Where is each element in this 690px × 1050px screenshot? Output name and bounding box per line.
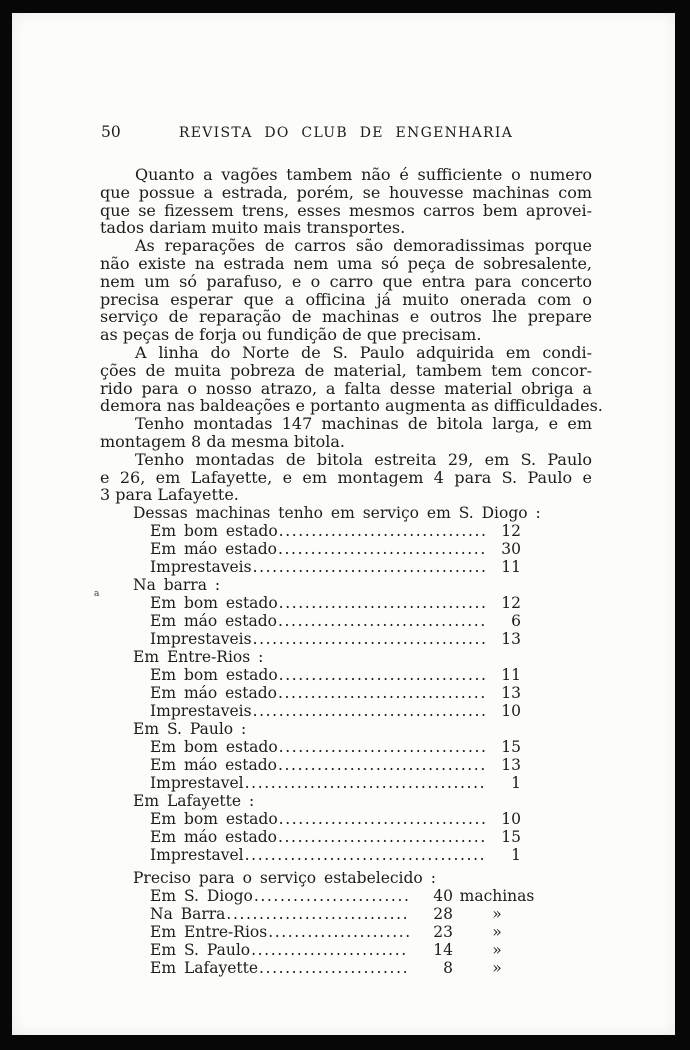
text-line: que se fizessem trens, esses mesmos carros bem aprovei-	[100, 200, 592, 220]
dotted-leader	[278, 612, 487, 630]
row-value: 8	[443, 959, 453, 978]
list-row	[150, 756, 521, 774]
list-row	[150, 941, 541, 959]
row-unit: »	[492, 959, 502, 978]
text-line: 3 para Lafayette.	[100, 485, 239, 505]
body-paragraphs	[100, 165, 603, 505]
list-group-header: Preciso para o serviço estabelecido :	[133, 869, 436, 888]
list-group-header: Dessas machinas tenho em serviço em S. Diogo :	[133, 504, 541, 523]
paragraph	[100, 237, 592, 344]
text-line: precisa esperar que a officina já muito onerada com o	[100, 289, 592, 309]
list-row	[150, 612, 521, 630]
list-group-header: Na barra :	[133, 576, 221, 595]
list-row	[150, 905, 541, 923]
dotted-leader	[279, 810, 487, 828]
row-label: Em bom estado	[150, 666, 278, 685]
row-value: 13	[501, 630, 521, 649]
row-label: Em máo estado	[150, 756, 277, 775]
dotted-leader	[278, 828, 487, 846]
paragraph	[100, 342, 603, 416]
row-label: Em Lafayette	[150, 959, 259, 978]
row-label: Na Barra	[150, 905, 226, 924]
row-value: 13	[501, 684, 521, 703]
list-row	[150, 774, 521, 792]
running-head	[100, 122, 592, 140]
text-line: Quanto a vagões tambem não é sufficiente o numero	[135, 165, 592, 184]
text-line: não existe na estrada nem uma só peça de sobresalente,	[100, 253, 592, 273]
row-label: Em S. Diogo	[150, 887, 253, 906]
dotted-leader	[253, 630, 487, 648]
row-label: Imprestavel	[150, 846, 244, 865]
list-row	[150, 810, 521, 828]
dotted-leader	[279, 738, 487, 756]
row-value: 12	[501, 594, 521, 613]
dotted-leader	[279, 522, 487, 540]
list-row	[150, 846, 521, 864]
row-value: 6	[511, 612, 521, 631]
dotted-leader	[268, 923, 409, 941]
dotted-leader	[245, 774, 487, 792]
list-row	[150, 666, 521, 684]
required-machines-list	[100, 869, 592, 977]
print-artifact-mark: a	[94, 589, 100, 599]
row-value: 14	[433, 941, 453, 960]
row-unit: »	[492, 923, 502, 942]
row-unit: »	[492, 905, 502, 924]
row-label: Em bom estado	[150, 810, 278, 829]
text-line: as peças de forja ou fundição de que precisam.	[100, 325, 482, 345]
journal-title: REVISTA DO CLUB DE ENGENHARIA	[178, 125, 514, 141]
dotted-leader	[226, 905, 409, 923]
row-label: Em máo estado	[150, 540, 277, 559]
dotted-leader	[278, 540, 487, 558]
text-line: Tenho montadas de bitola estreita 29, em S. Paulo	[135, 449, 592, 469]
paragraph	[100, 415, 592, 451]
row-label: Imprestaveis	[150, 702, 252, 721]
row-label: Imprestaveis	[150, 630, 252, 649]
machine-status-list	[100, 504, 592, 864]
row-value: 28	[433, 905, 453, 924]
row-label: Em Entre-Rios	[150, 923, 268, 942]
list-row	[150, 630, 521, 648]
row-value: 13	[501, 756, 521, 775]
list-row	[150, 684, 521, 702]
row-label: Imprestavel	[150, 774, 244, 793]
row-value: 1	[511, 774, 521, 793]
row-value: 10	[501, 810, 521, 829]
text-line: ções de muita pobreza de material, tambem tem concor-	[100, 360, 592, 380]
text-line: e 26, em Lafayette, e em montagem 4 para S. Paulo e	[100, 467, 592, 487]
dotted-leader	[253, 702, 487, 720]
row-value: 30	[501, 540, 521, 559]
row-label: Em máo estado	[150, 828, 277, 847]
list-group-header: Em Lafayette :	[133, 792, 255, 811]
paragraph	[100, 166, 592, 237]
text-line: que possue a estrada, porém, se houvesse machinas com	[100, 182, 592, 202]
text-line: rido para o nosso atrazo, a falta desse material obriga a	[100, 378, 592, 398]
list-row	[150, 738, 521, 756]
dotted-leader	[259, 959, 409, 977]
dotted-leader	[254, 887, 409, 905]
dotted-leader	[251, 941, 409, 959]
text-line: nem um só parafuso, e o carro que entra para concerto	[100, 271, 592, 291]
document-page	[12, 13, 675, 1035]
row-label: Em máo estado	[150, 612, 277, 631]
list-row	[150, 594, 521, 612]
row-value: 11	[501, 558, 521, 577]
row-value: 12	[501, 522, 521, 541]
text-line: As reparações de carros são demoradissimas porque	[135, 236, 592, 256]
list-group-header: Em Entre-Rios :	[133, 648, 264, 667]
text-line: demora nas baldeações e portanto augmenta as difficuldades.	[100, 396, 603, 416]
row-label: Em bom estado	[150, 738, 278, 757]
list-row	[150, 923, 541, 941]
dotted-leader	[253, 558, 487, 576]
list-row	[150, 558, 521, 576]
text-line: tados dariam muito mais transportes.	[100, 218, 406, 238]
dotted-leader	[279, 594, 487, 612]
row-label: Em bom estado	[150, 522, 278, 541]
row-value: 23	[433, 923, 453, 942]
list-row	[150, 959, 541, 977]
text-line: montagem 8 da mesma bitola.	[100, 431, 345, 451]
dotted-leader	[279, 666, 487, 684]
dotted-leader	[278, 684, 487, 702]
text-line: A linha do Norte de S. Paulo adquirida em condi-	[135, 342, 592, 362]
row-value: 1	[511, 846, 521, 865]
paragraph	[100, 451, 592, 504]
dotted-leader	[278, 756, 487, 774]
page-number: 50	[101, 123, 121, 141]
text-line: serviço de reparação de machinas e outros lhe prepare	[100, 307, 592, 327]
list-row	[150, 828, 521, 846]
list-group-header: Em S. Paulo :	[133, 720, 247, 739]
dotted-leader	[245, 846, 487, 864]
text-line: Tenho montadas 147 machinas de bitola larga, e em	[135, 414, 592, 434]
row-label: Imprestaveis	[150, 558, 252, 577]
row-label: Em S. Paulo	[150, 941, 251, 960]
row-unit: machinas	[459, 887, 535, 906]
row-unit: »	[492, 941, 502, 960]
row-value: 40	[433, 887, 453, 906]
row-label: Em bom estado	[150, 594, 278, 613]
row-value: 11	[501, 666, 521, 685]
list-row	[150, 702, 521, 720]
row-label: Em máo estado	[150, 684, 277, 703]
row-value: 15	[501, 828, 521, 847]
list-row	[150, 887, 541, 905]
list-row	[150, 522, 521, 540]
list-row	[150, 540, 521, 558]
row-value: 10	[501, 702, 521, 721]
text-column	[100, 13, 603, 978]
row-value: 15	[501, 738, 521, 757]
